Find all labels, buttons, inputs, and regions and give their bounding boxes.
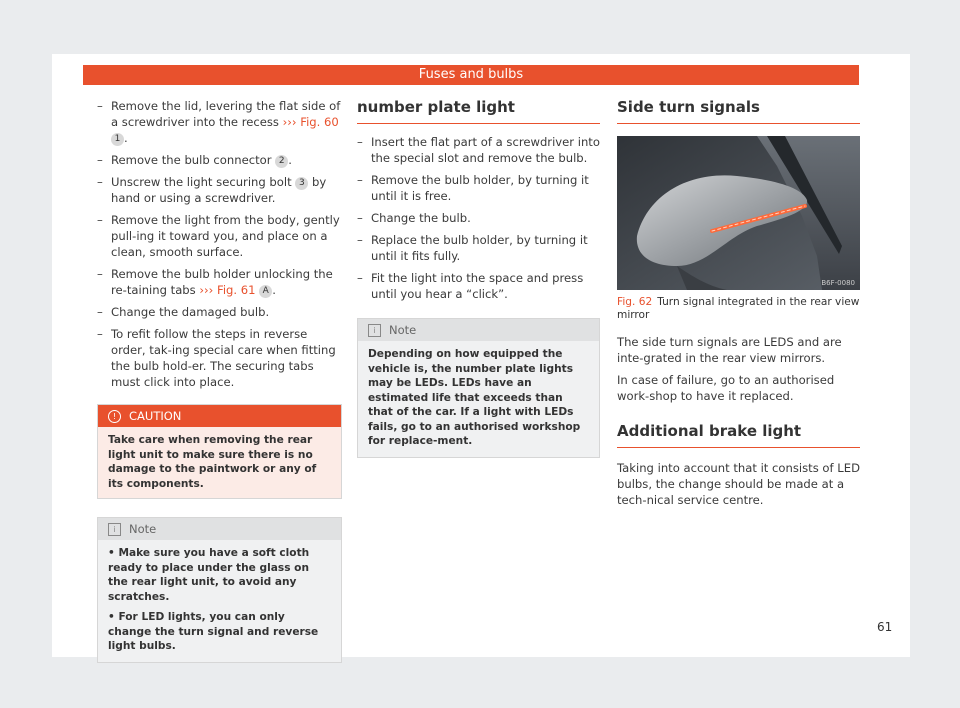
list-item: – Insert the flat part of a screwdriver into the special slot and remove the bulb. bbox=[357, 134, 600, 166]
figure-reference-link[interactable]: ››› Fig. 61 bbox=[199, 283, 256, 297]
section-header: Fuses and bulbs bbox=[83, 65, 859, 85]
step-text: Remove the lid, levering the flat side of a screwdriver into the recess bbox=[111, 99, 341, 129]
figure-caption-text: Turn signal integrated in the rear view mirror bbox=[617, 296, 860, 321]
mirror-illustration bbox=[617, 136, 860, 290]
note-body: Depending on how equipped the vehicle is, the number plate lights may be LEDs. LEDs have an estimated life that exceeds than that of the car. If a light with LEDs fails, go to an authorised workshop for replace-ment. bbox=[368, 348, 581, 447]
list-item bbox=[97, 212, 342, 260]
list-item: – Remove the bulb holder, by turning it until it is free. bbox=[357, 172, 600, 204]
figure-caption bbox=[617, 296, 860, 322]
column-right bbox=[617, 98, 860, 514]
figure-reference-link[interactable]: ››› Fig. 60 bbox=[282, 115, 339, 129]
paragraph: The side turn signals are LEDS and are inte-grated in the rear view mirrors. bbox=[617, 335, 842, 365]
paragraph: Taking into account that it consists of LED bulbs, the change should be made at a tech-nical service centre. bbox=[617, 461, 861, 507]
step-text: Remove the bulb connector bbox=[111, 153, 276, 167]
column-middle bbox=[357, 98, 600, 458]
note-box-middle bbox=[357, 318, 600, 458]
mirror-turn-signal-photo bbox=[617, 136, 860, 290]
list-item bbox=[97, 304, 342, 320]
caution-icon: ! bbox=[108, 410, 121, 423]
list-item bbox=[97, 266, 342, 298]
list-item bbox=[97, 326, 342, 390]
paragraph: In case of failure, go to an authorised work-shop to have it replaced. bbox=[617, 373, 835, 403]
callout-number-badge: 2 bbox=[275, 155, 288, 168]
list-item bbox=[97, 174, 342, 206]
step-text: Change the damaged bulb. bbox=[111, 305, 270, 319]
step-text-tail: by hand or using a screwdriver. bbox=[111, 175, 327, 205]
note-body bbox=[98, 540, 341, 662]
note-header bbox=[358, 319, 599, 341]
list-item: – Change the bulb. bbox=[357, 210, 600, 226]
info-icon: i bbox=[368, 324, 381, 337]
figure-code: B6F-0080 bbox=[821, 279, 855, 287]
caution-box bbox=[97, 404, 342, 499]
step-text: To refit follow the steps in reverse order, tak-ing special care when fitting the bulb hold-er. The securing tabs must click into place. bbox=[111, 327, 336, 389]
note-item: • For LED lights, you can only change the turn signal and reverse light bulbs. bbox=[108, 611, 319, 652]
step-text-tail: . bbox=[272, 283, 276, 297]
note-item: • Make sure you have a soft cloth ready to place under the glass on the rear light unit, to avoid any scratches. bbox=[108, 547, 310, 603]
callout-number-badge: A bbox=[259, 285, 272, 298]
section-heading-number-plate-light: number plate light bbox=[357, 98, 600, 124]
list-item bbox=[97, 98, 342, 146]
page-number: 61 bbox=[877, 620, 893, 634]
note-title: Note bbox=[129, 522, 157, 536]
note-box-left bbox=[97, 517, 342, 663]
note-title: Note bbox=[389, 323, 417, 337]
removal-steps-list bbox=[97, 98, 342, 390]
caution-title: CAUTION bbox=[129, 409, 182, 423]
list-item: – Fit the light into the space and press until you hear a “click”. bbox=[357, 270, 600, 302]
step-text: Remove the bulb holder unlocking the re-taining tabs bbox=[111, 267, 333, 297]
number-plate-steps-list bbox=[357, 134, 600, 302]
figure-label: Fig. 62 bbox=[617, 296, 653, 308]
list-item bbox=[97, 152, 342, 168]
step-text-tail: . bbox=[124, 131, 128, 145]
caution-text: Take care when removing the rear light unit to make sure there is no damage to the paintwork or any of its components. bbox=[108, 434, 317, 490]
caution-header bbox=[98, 405, 341, 427]
section-heading-additional-brake-light: Additional brake light bbox=[617, 422, 860, 448]
note-header bbox=[98, 518, 341, 540]
column-left bbox=[97, 98, 342, 663]
step-text-tail: . bbox=[288, 153, 292, 167]
callout-number-badge: 1 bbox=[111, 133, 124, 146]
callout-number-badge: 3 bbox=[295, 177, 308, 190]
info-icon: i bbox=[108, 523, 121, 536]
section-heading-side-turn-signals: Side turn signals bbox=[617, 98, 860, 124]
list-item: – Replace the bulb holder, by turning it until it fits fully. bbox=[357, 232, 600, 264]
step-text: Remove the light from the body, gently pull-ing it toward you, and place on a clean, smooth surface. bbox=[111, 213, 340, 259]
step-text: Unscrew the light securing bolt bbox=[111, 175, 296, 189]
